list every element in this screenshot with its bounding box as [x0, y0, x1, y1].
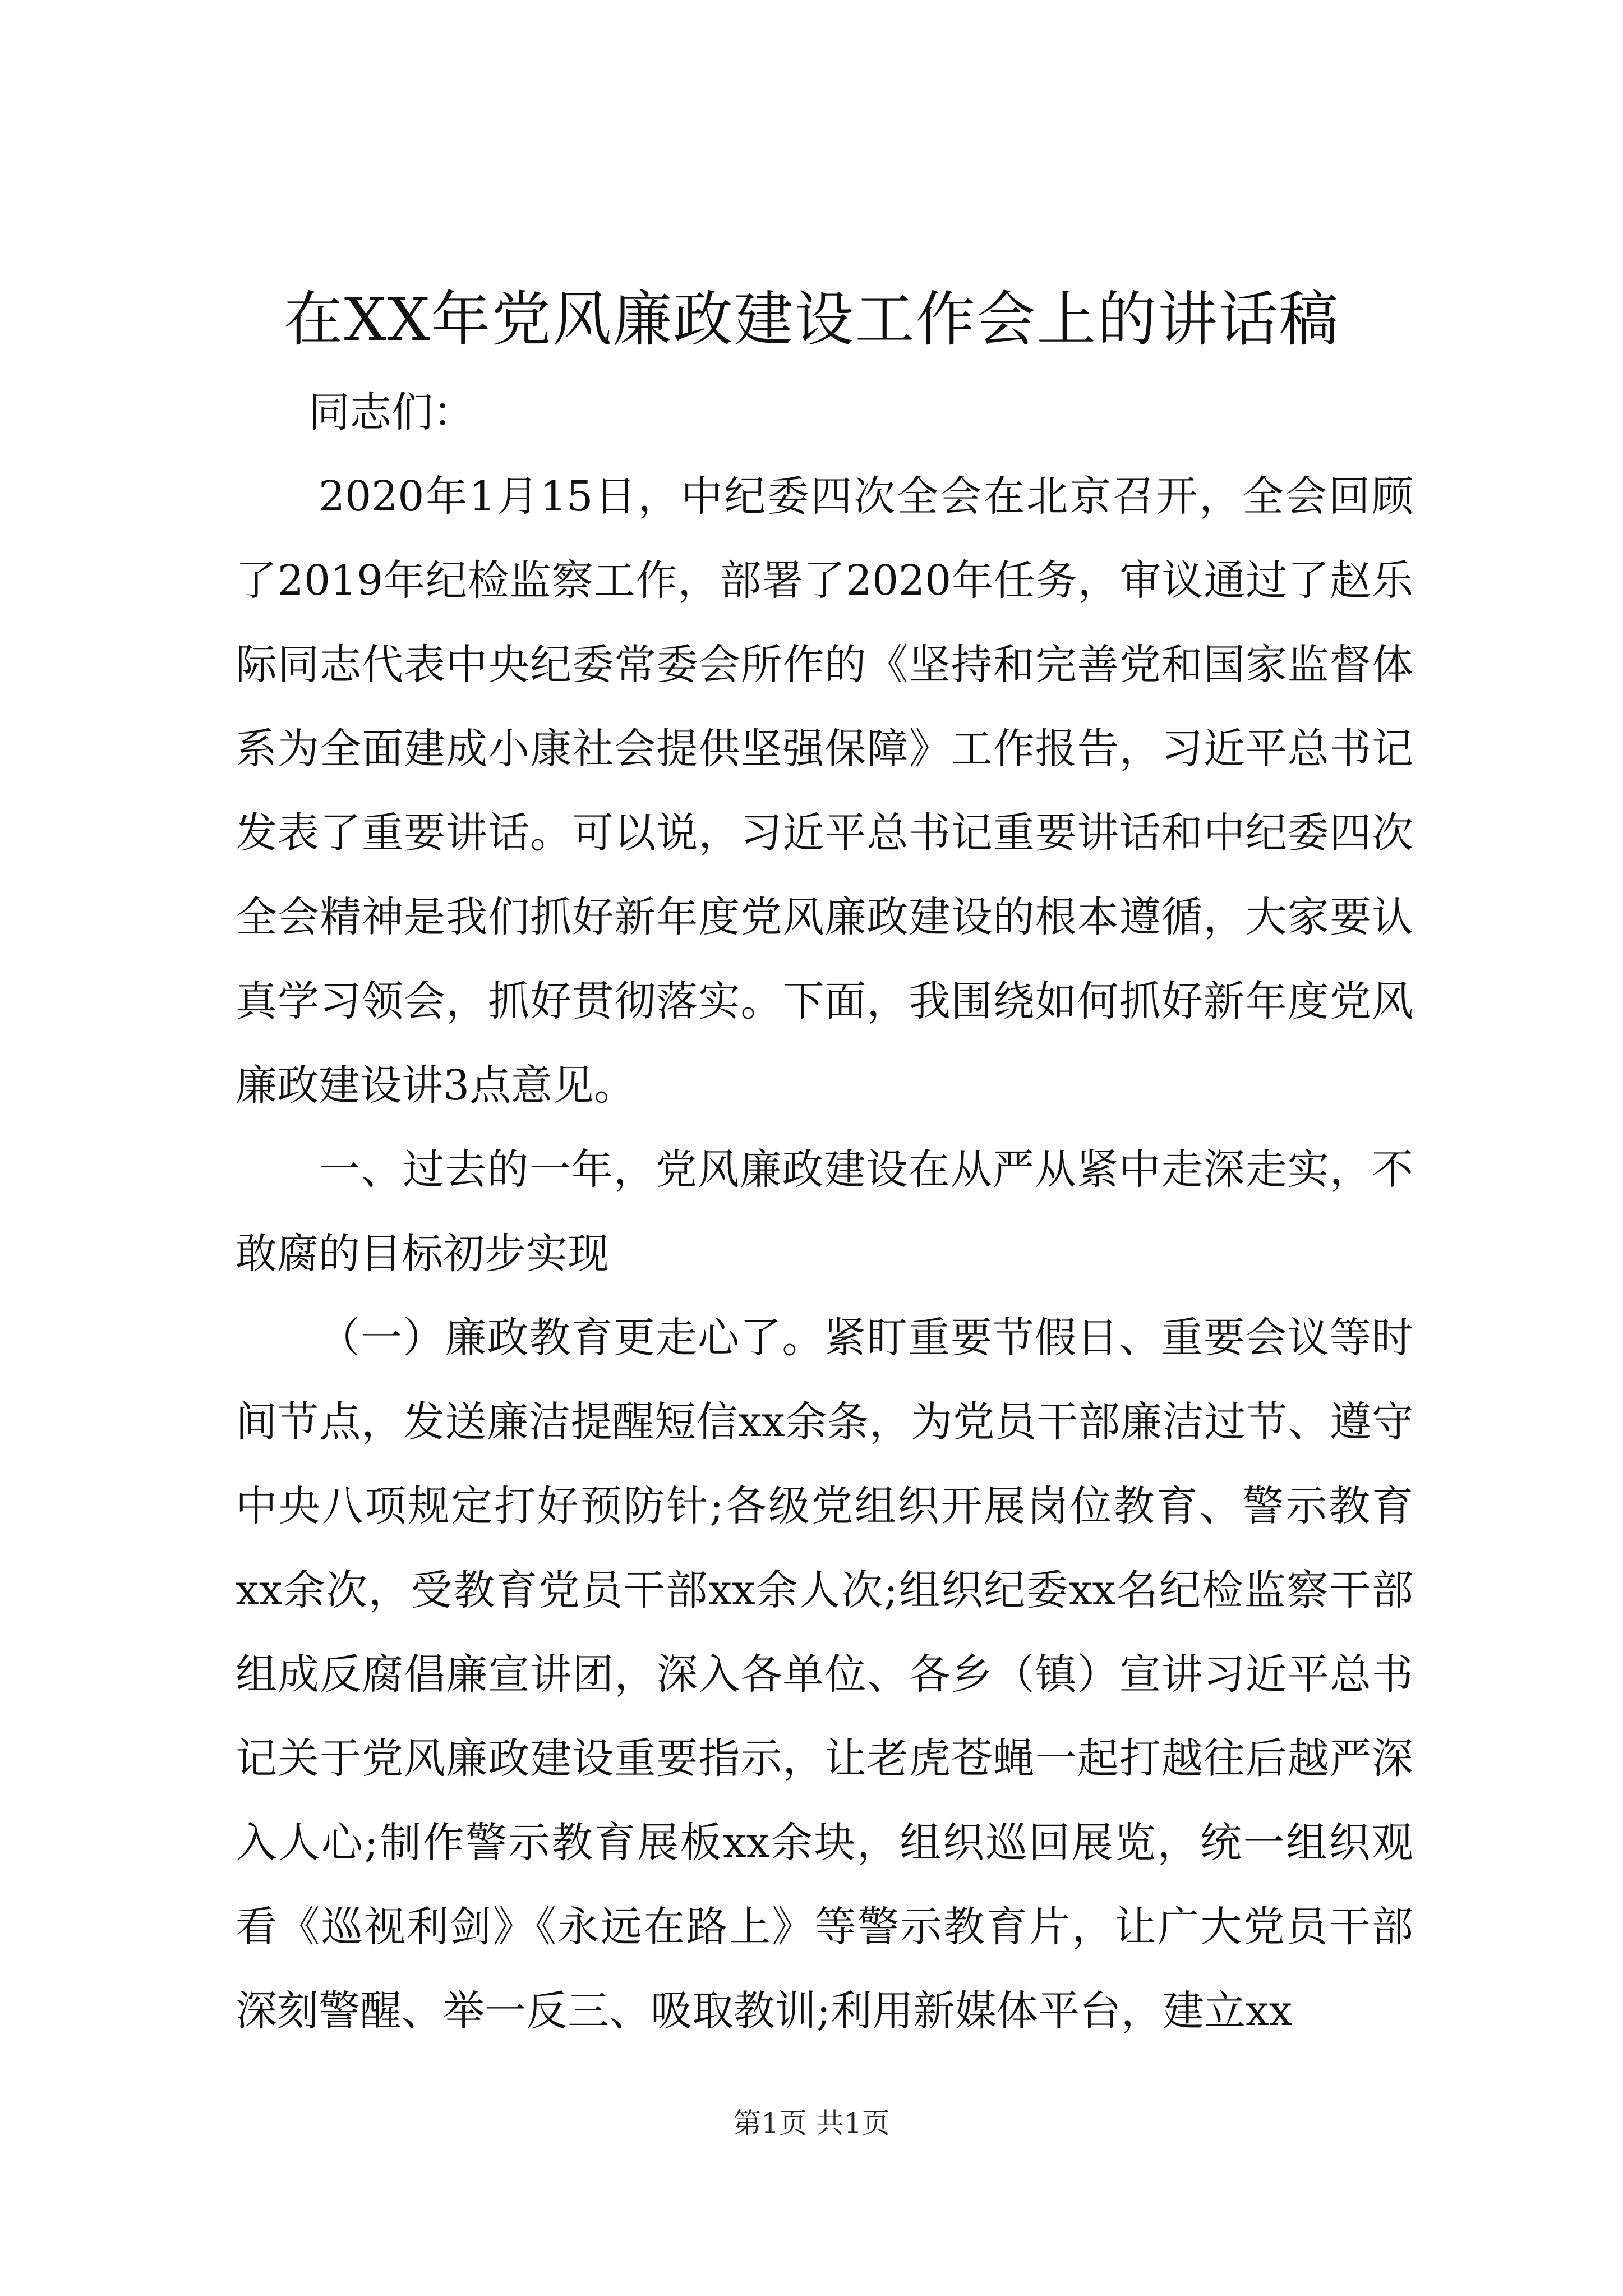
salutation: 同志们：: [308, 388, 474, 436]
section-heading-1: 一、过去的一年，党风廉政建设在从严从紧中走深走实，不敢腐的目标初步实现: [236, 1145, 1413, 1278]
document-title: 在XX年党风廉政建设工作会上的讲话稿: [283, 285, 1340, 354]
document-body: [236, 370, 1413, 2053]
page-footer: 第1页 共1页: [733, 2107, 890, 2139]
paragraph-intro: 2020年1月15日，中纪委四次全会在北京召开，全会回顾了2019年纪检监察工作，部署了2020年任务，审议通过了赵乐际同志代表中央纪委常委会所作的《坚持和完善党和国家监督体系为全面建成小康社会提供坚强保障》工作报告，习近平总书记发表了重要讲话。可以说，习近平总书记重要讲话和中纪委四次全会精神是我们抓好新年度党风廉政建设的根本遵循，大家要认真学习领会，抓好贯彻落实。下面，我围绕如何抓好新年度党风廉政建设讲3点意见。: [236, 472, 1413, 1110]
paragraph-1-1: （一）廉政教育更走心了。紧盯重要节假日、重要会议等时间节点，发送廉洁提醒短信xx余条，为党员干部廉洁过节、遵守中央八项规定打好预防针;各级党组织开展岗位教育、警示教育xx余次，受教育党员干部xx余人次;组织纪委xx名纪检监察干部组成反腐倡廉宣讲团，深入各单位、各乡（镇）宣讲习近平总书记关于党风廉政建设重要指示，让老虎苍蝇一起打越往后越严深入人心;制作警示教育展板xx余块，组织巡回展览，统一组织观看《巡视利剑》《永远在路上》等警示教育片，让广大党员干部深刻警醒、举一反三、吸取教训;利用新媒体平台，建立xx: [236, 1314, 1413, 2035]
